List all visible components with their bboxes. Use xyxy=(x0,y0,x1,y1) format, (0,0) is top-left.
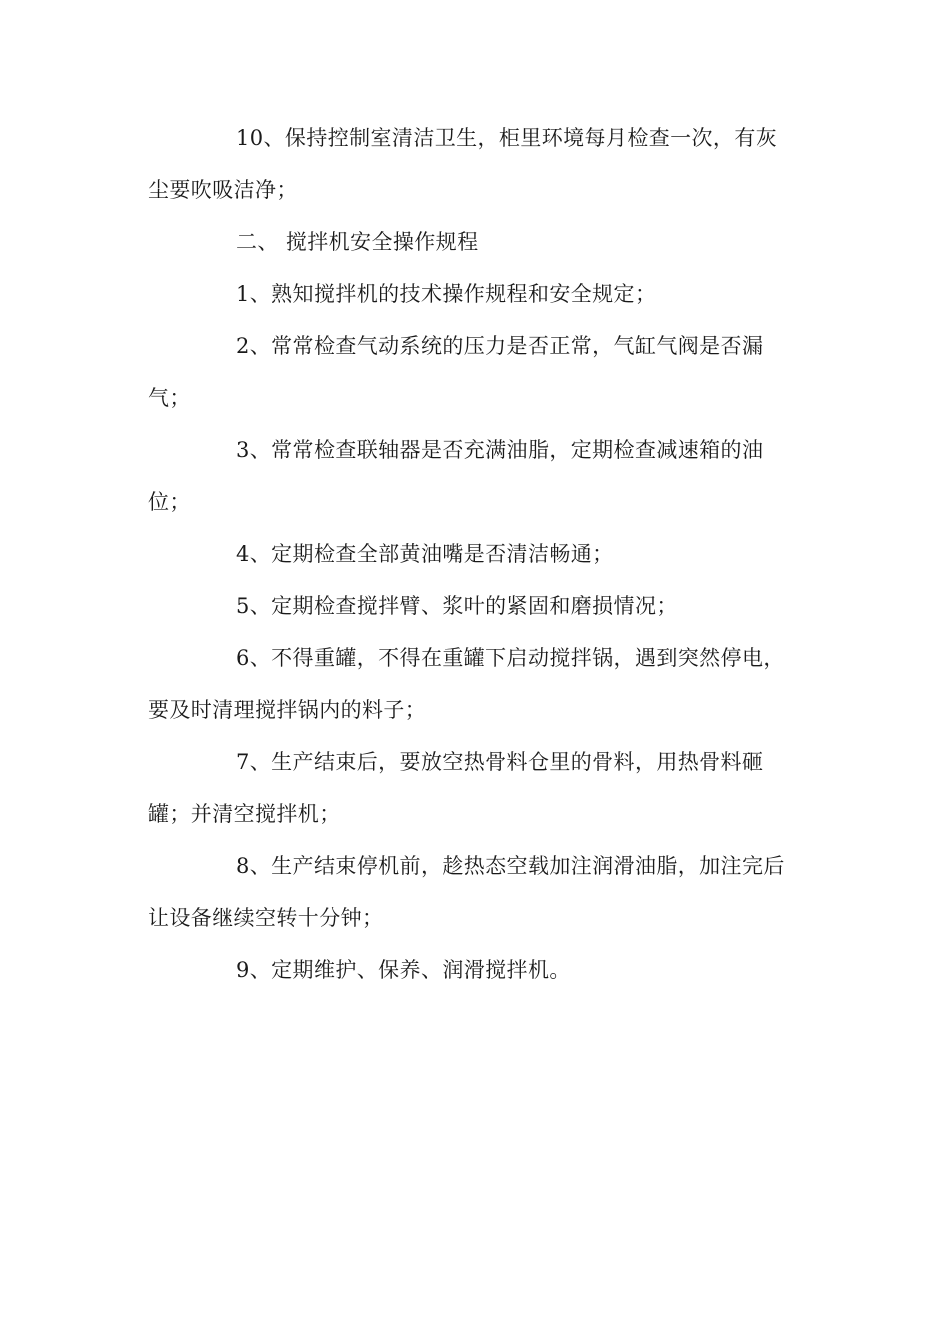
paragraph-item-2: 2、常常检查气动系统的压力是否正常，气缸气阀是否漏气； xyxy=(148,334,764,410)
paragraph-item-5: 5、定期检查搅拌臂、浆叶的紧固和磨损情况； xyxy=(236,594,678,618)
paragraph-item-1: 1、熟知搅拌机的技术操作规程和安全规定； xyxy=(236,282,657,306)
document-body xyxy=(148,112,796,996)
paragraph-item-8: 8、生产结束停机前，趁热态空载加注润滑油脂，加注完后让设备继续空转十分钟； xyxy=(148,854,785,930)
paragraph-item-7: 7、生产结束后，要放空热骨料仓里的骨料，用热骨料砸罐；并清空搅拌机； xyxy=(148,750,764,826)
section-heading: 二、 搅拌机安全操作规程 xyxy=(236,230,479,254)
paragraph-item-4: 4、定期检查全部黄油嘴是否清洁畅通； xyxy=(236,542,614,566)
paragraph-item-9: 9、定期维护、保养、润滑搅拌机。 xyxy=(236,958,571,982)
paragraph-item-10: 10、保持控制室清洁卫生，柜里环境每月检查一次，有灰尘要吹吸洁净； xyxy=(148,126,778,202)
paragraph-item-3: 3、常常检查联轴器是否充满油脂，定期检查减速箱的油位； xyxy=(148,438,764,514)
paragraph-item-6: 6、不得重罐，不得在重罐下启动搅拌锅，遇到突然停电，要及时清理搅拌锅内的料子； xyxy=(148,646,785,722)
